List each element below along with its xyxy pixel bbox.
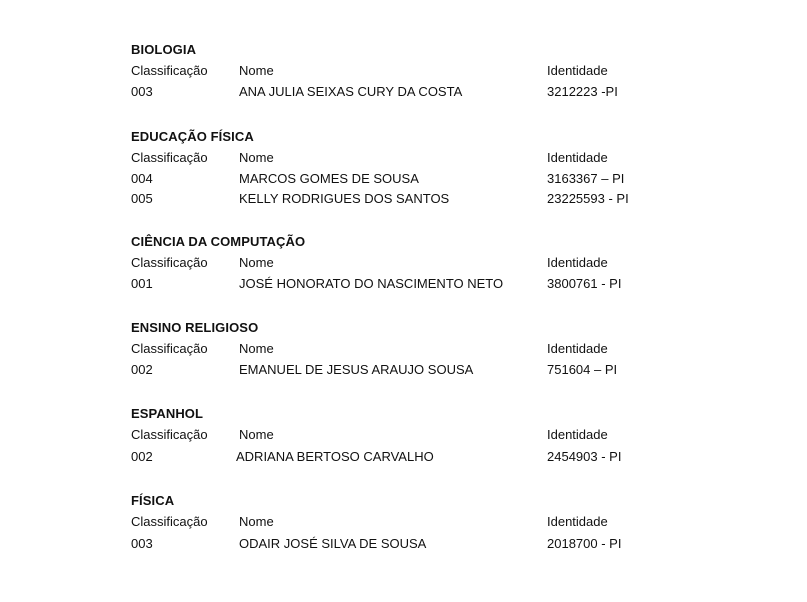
column-header-classification: Classificação [131, 255, 208, 270]
row-classification: 001 [131, 276, 153, 291]
column-header-classification: Classificação [131, 341, 208, 356]
column-header-identity: Identidade [547, 63, 608, 78]
section-title: EDUCAÇÃO FÍSICA [131, 129, 254, 144]
column-header-row [131, 150, 651, 168]
row-identity: 751604 – PI [547, 362, 618, 377]
section-title: FÍSICA [131, 493, 175, 508]
column-header-identity: Identidade [547, 427, 608, 442]
row-identity: 2018700 - PI [547, 536, 622, 551]
column-header-classification: Classificação [131, 514, 208, 529]
row-classification: 002 [131, 362, 153, 377]
section-title: CIÊNCIA DA COMPUTAÇÃO [131, 234, 306, 249]
column-header-name: Nome [239, 341, 274, 356]
column-header-row [131, 514, 651, 532]
table-row [131, 362, 651, 380]
table-row [131, 84, 651, 102]
table-row [131, 449, 651, 467]
section-ciencia-da-computacao [131, 234, 651, 294]
row-name: MARCOS GOMES DE SOUSA [239, 171, 419, 186]
row-identity: 3212223 -PI [547, 84, 618, 99]
row-classification: 003 [131, 536, 153, 551]
column-header-identity: Identidade [547, 514, 608, 529]
column-header-name: Nome [239, 427, 274, 442]
section-ensino-religioso [131, 320, 651, 380]
row-classification: 003 [131, 84, 153, 99]
section-espanhol [131, 406, 651, 466]
cropped-previous-text [118, 0, 538, 5]
row-classification: 005 [131, 191, 153, 206]
column-header-identity: Identidade [547, 255, 608, 270]
row-name: KELLY RODRIGUES DOS SANTOS [239, 191, 450, 206]
column-header-name: Nome [239, 255, 274, 270]
section-educacao-fisica [131, 129, 651, 209]
row-classification: 002 [131, 449, 153, 464]
column-header-name: Nome [239, 514, 274, 529]
section-fisica [131, 493, 651, 553]
column-header-classification: Classificação [131, 63, 208, 78]
column-header-row [131, 341, 651, 359]
row-classification: 004 [131, 171, 153, 186]
section-title: BIOLOGIA [131, 42, 197, 57]
table-row [131, 191, 651, 209]
column-header-classification: Classificação [131, 150, 208, 165]
column-header-identity: Identidade [547, 341, 608, 356]
column-header-name: Nome [239, 63, 274, 78]
row-identity: 23225593 - PI [547, 191, 629, 206]
row-identity: 3800761 - PI [547, 276, 622, 291]
column-header-name: Nome [239, 150, 274, 165]
column-header-row [131, 255, 651, 273]
table-row [131, 536, 651, 554]
row-name: ODAIR JOSÉ SILVA DE SOUSA [239, 536, 427, 551]
table-row [131, 276, 651, 294]
section-title: ENSINO RELIGIOSO [131, 320, 259, 335]
column-header-row [131, 63, 651, 81]
row-name: ANA JULIA SEIXAS CURY DA COSTA [239, 84, 463, 99]
table-row [131, 171, 651, 189]
row-name: ADRIANA BERTOSO CARVALHO [236, 449, 434, 464]
section-biologia [131, 42, 651, 102]
column-header-identity: Identidade [547, 150, 608, 165]
row-name: EMANUEL DE JESUS ARAUJO SOUSA [239, 362, 474, 377]
row-name: JOSÉ HONORATO DO NASCIMENTO NETO [239, 276, 504, 291]
column-header-row [131, 427, 651, 445]
column-header-classification: Classificação [131, 427, 208, 442]
row-identity: 3163367 – PI [547, 171, 625, 186]
row-identity: 2454903 - PI [547, 449, 622, 464]
section-title: ESPANHOL [131, 406, 204, 421]
